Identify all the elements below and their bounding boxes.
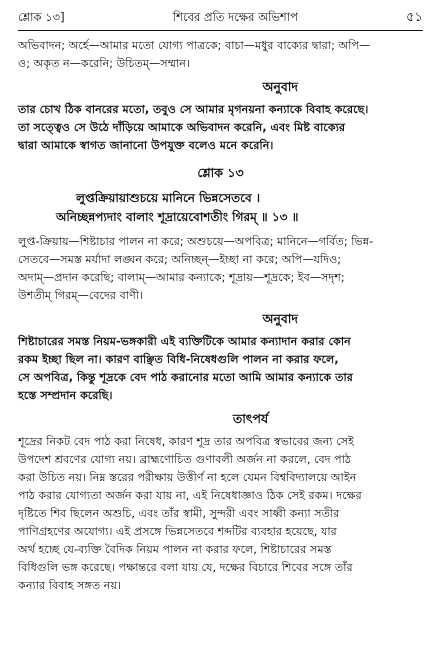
purport-line: করা উচিত নয়। নিম্ন স্তরের পরীক্ষায় উত্তীর্ণ না হলে যেমন বিশ্ববিদ্যালয়ে আইন — [18, 471, 357, 484]
purport-line: দৃষ্টিতে শিব ছিলেন অশুচি, এবং তাঁর স্বামী, সুন্দরী এবং সাধ্বী কন্যা সতীর — [18, 507, 340, 520]
translation-text — [18, 333, 423, 405]
top-synonyms — [18, 37, 423, 73]
verse-heading: শ্লোক ১৩ — [197, 165, 244, 180]
translation-heading: অনুবাদ — [262, 79, 298, 94]
verse-line: অনিচ্ছন্নপ্যদাং বালাং শূদ্রায়েবোশতীং গিরম্ ॥ ১৩ ॥ — [56, 210, 299, 224]
synonym-line: সেতবে—সমস্ত মর্যাদা লঙ্ঘন করে; অনিচ্ছন্—ইচ্ছা না করে; অপি—যদিও; — [18, 253, 342, 266]
translation-line: দ্বারা আমাকে স্বাগত জানানো উপযুক্ত বলেও মনে করেনি। — [18, 139, 274, 152]
translation-text — [18, 101, 423, 155]
purport-heading: তাৎপর্য — [232, 411, 269, 426]
purport-line: পাঠ করার যোগ্যতা অর্জন করা যায় না, এই নিষেধাজ্ঞাও ঠিক সেই রকম। দক্ষের — [18, 489, 362, 502]
translation-line: রকম ইচ্ছা ছিল না। কারণ বাঞ্ছিত বিধি-নিষেধগুলি পালন না করার ফলে, — [18, 353, 339, 366]
header-rule — [18, 30, 423, 31]
synonym-line: অদাম্—প্রদান করেছি; বালাম্—আমার কন্যাকে; শূদ্রায়—শূদ্রকে; ইব—সদৃশ; — [18, 271, 345, 284]
synonym-line: অভিবাদন; অর্হে—আমার মতো যোগ্য পাত্রকে; বাচা—মধুর বাক্যের দ্বারা; অপি— — [18, 39, 371, 52]
translation-line: তার চোখ ঠিক বানরের মতো, তবুও সে আমার মৃগনয়না কন্যাকে বিবাহ করেছে। — [18, 103, 369, 116]
purport-line: উপদেশ শ্রবণের যোগ্য নয়। ব্রাহ্মণোচিত গুণাবলী অর্জন না করলে, বেদ পাঠ — [18, 453, 351, 466]
purport-line: পাণিগ্রহণের অযোগ্য। এই প্রসঙ্গে ভিন্নসেতবে শব্দটির ব্যবহার হয়েছে, যার — [18, 525, 337, 538]
synonyms — [18, 233, 423, 305]
translation-line: তা সত্ত্বেও সে উঠে দাঁড়িয়ে আমাকে অভিবাদন করেনি, এবং মিষ্ট বাক্যের — [18, 121, 346, 134]
verse-reference: শ্লোক ১৩] — [18, 10, 65, 24]
purport-text — [18, 433, 423, 595]
running-header — [18, 8, 423, 28]
translation-heading: অনুবাদ — [262, 311, 298, 326]
synonym-line: উশতীম্ গিরম্—বেদের বাণী। — [18, 289, 144, 302]
purport-line: অর্থ হচ্ছে যে-ব্যক্তি বৈদিক নিয়ম পালন না করার ফলে, শিষ্টাচারের সমস্ত — [18, 543, 332, 556]
translation-line: হস্তে সম্প্রদান করেছি। — [18, 389, 113, 402]
purport-line: শূদ্রের নিকট বেদ পাঠ করা নিষেধ, কারণ শূদ্র তার অপবিত্র স্বভাবের জন্য সেই — [18, 435, 354, 448]
translation-line: সে অপবিত্র, কিন্তু শূদ্রকে বেদ পাঠ করানোর মতো আমি আমার কন্যাকে তার — [18, 371, 353, 384]
synonym-line: লুপ্ত-ক্রিয়ায়—শিষ্টাচার পালন না করে; অশুচয়ে—অপবিত্র; মানিনে—গর্বিত; ভিন্ন- — [18, 235, 374, 248]
purport-line: কন্যার বিবাহ সঙ্গত নয়। — [18, 579, 122, 592]
page-number: ৫১ — [406, 10, 423, 25]
translation-line: শিষ্টাচারের সমস্ত নিয়ম-ভঙ্গকারী এই ব্যক্তিটিকে আমার কন্যাদান করার কোন — [18, 335, 351, 348]
verse-line: লুপ্তক্রিয়ায়াশুচয়ে মানিনে ভিন্নসেতবে । — [76, 191, 261, 205]
verse-text — [18, 189, 423, 227]
purport-line: বিধিগুলি ভঙ্গ করেছে। পক্ষান্তরে বলা যায় যে, দক্ষের বিচারে শিবের সঙ্গে তাঁর — [18, 561, 353, 574]
synonym-line: ও; অকৃত ন—করেনি; উচিতম্—সম্মান। — [18, 57, 190, 70]
chapter-title: শিবের প্রতি দক্ষের অভিশাপ — [172, 10, 298, 24]
